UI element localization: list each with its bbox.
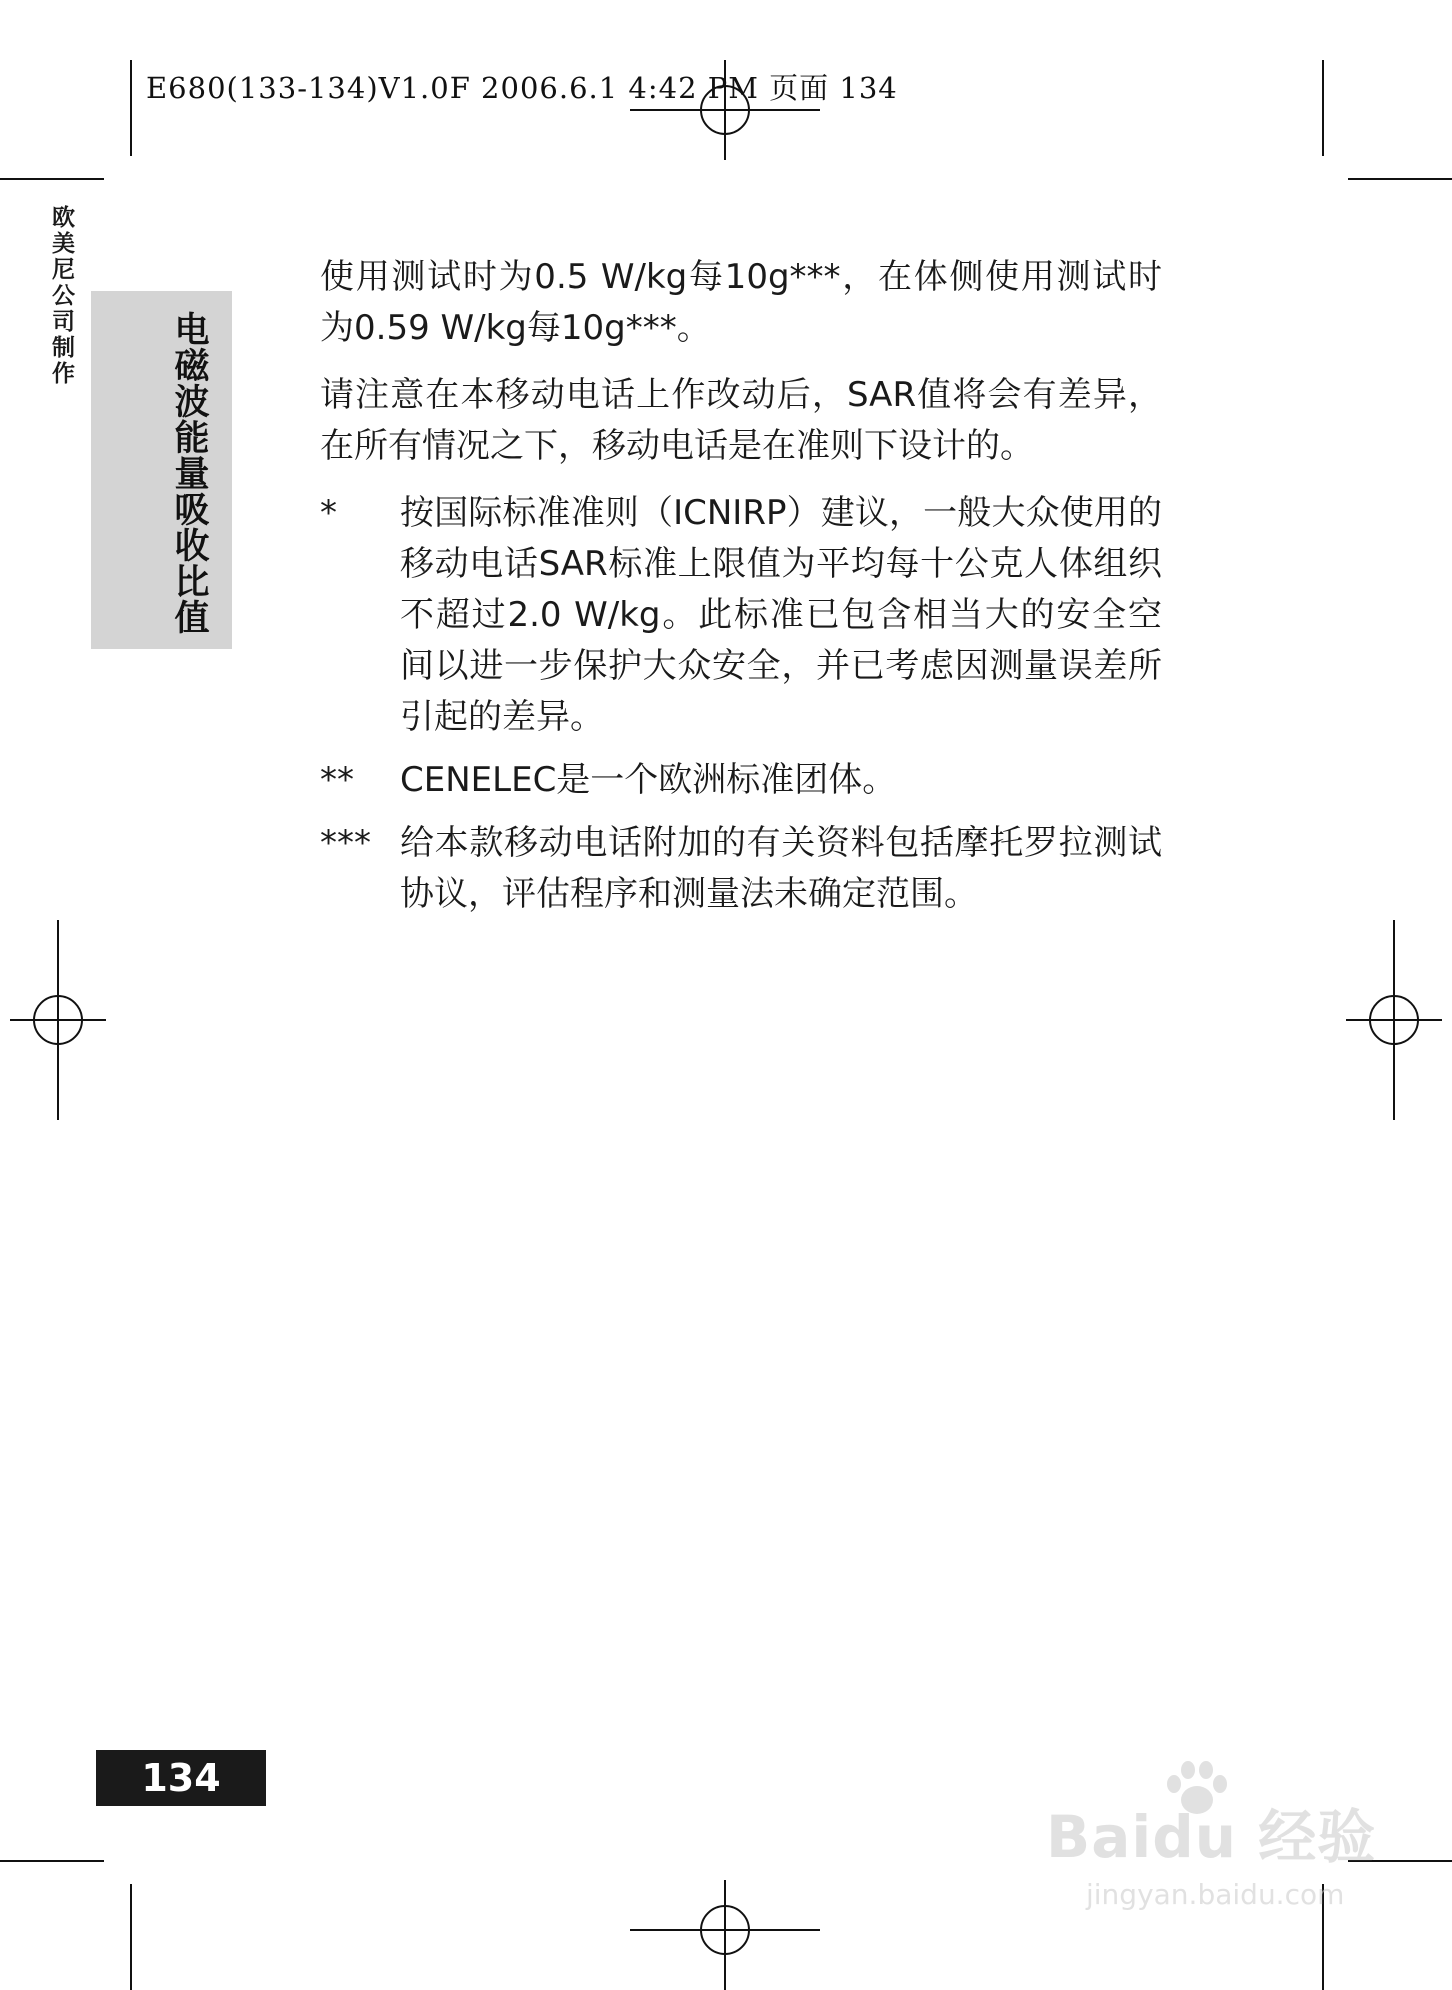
footnote-text: 给本款移动电话附加的有关资料包括摩托罗拉测试协议，评估程序和测量法未确定范围。 bbox=[400, 823, 1162, 914]
crop-mark-top-right-horizontal bbox=[1348, 178, 1452, 180]
section-tab bbox=[91, 291, 232, 649]
section-tab-label: 电磁波能量吸收比值 bbox=[169, 311, 209, 635]
watermark-url: jingyan.baidu.com bbox=[1086, 1878, 1345, 1911]
footnote-mark: *** bbox=[320, 823, 371, 863]
footnote-mark: * bbox=[320, 493, 337, 533]
page-number: 134 bbox=[96, 1750, 266, 1806]
crop-mark-top-right-vertical bbox=[1322, 60, 1324, 156]
crop-mark-bottom-left-vertical bbox=[130, 1884, 132, 1990]
print-header-meta: E680(133-134)V1.0F 2006.6.1 4:42 PM 页面 134 bbox=[146, 71, 898, 105]
footnote-icnirp bbox=[320, 488, 1162, 743]
crop-mark-top-left-vertical bbox=[130, 60, 132, 156]
footnote-text: CENELEC是一个欧洲标准团体。 bbox=[400, 760, 897, 800]
publisher-vertical-label: 欧美尼公司制作 bbox=[48, 205, 74, 387]
registration-mark-left-icon bbox=[0, 920, 110, 1120]
baidu-watermark bbox=[1026, 1760, 1406, 1940]
paragraph-sar-values: 使用测试时为0.5 W/kg每10g***，在体侧使用测试时为0.59 W/kg每10g***。 bbox=[320, 257, 1162, 348]
registration-mark-bottom-icon bbox=[630, 1880, 820, 1990]
footnote-cenelec bbox=[320, 755, 1162, 806]
crop-mark-top-left-horizontal bbox=[0, 178, 104, 180]
body-content bbox=[320, 252, 1162, 932]
footnote-motorola bbox=[320, 818, 1162, 920]
crop-mark-bottom-left-horizontal bbox=[0, 1860, 104, 1862]
paragraph-sar-note: 请注意在本移动电话上作改动后，SAR值将会有差异，在所有情况之下，移动电话是在准则下设计的。 bbox=[320, 375, 1162, 466]
watermark-logo: Baidu 经验 bbox=[1046, 1803, 1377, 1871]
footnote-mark: ** bbox=[320, 760, 354, 800]
registration-mark-right-icon bbox=[1342, 920, 1452, 1120]
registration-mark-top-icon bbox=[630, 60, 820, 160]
footnote-text: 按国际标准准则（ICNIRP）建议，一般大众使用的移动电话SAR标准上限值为平均每十公克人体组织不超过2.0 W/kg。此标准已包含相当大的安全空间以进一步保护大众安全，并已考虑因测量误差所引起的差异。 bbox=[400, 493, 1162, 737]
